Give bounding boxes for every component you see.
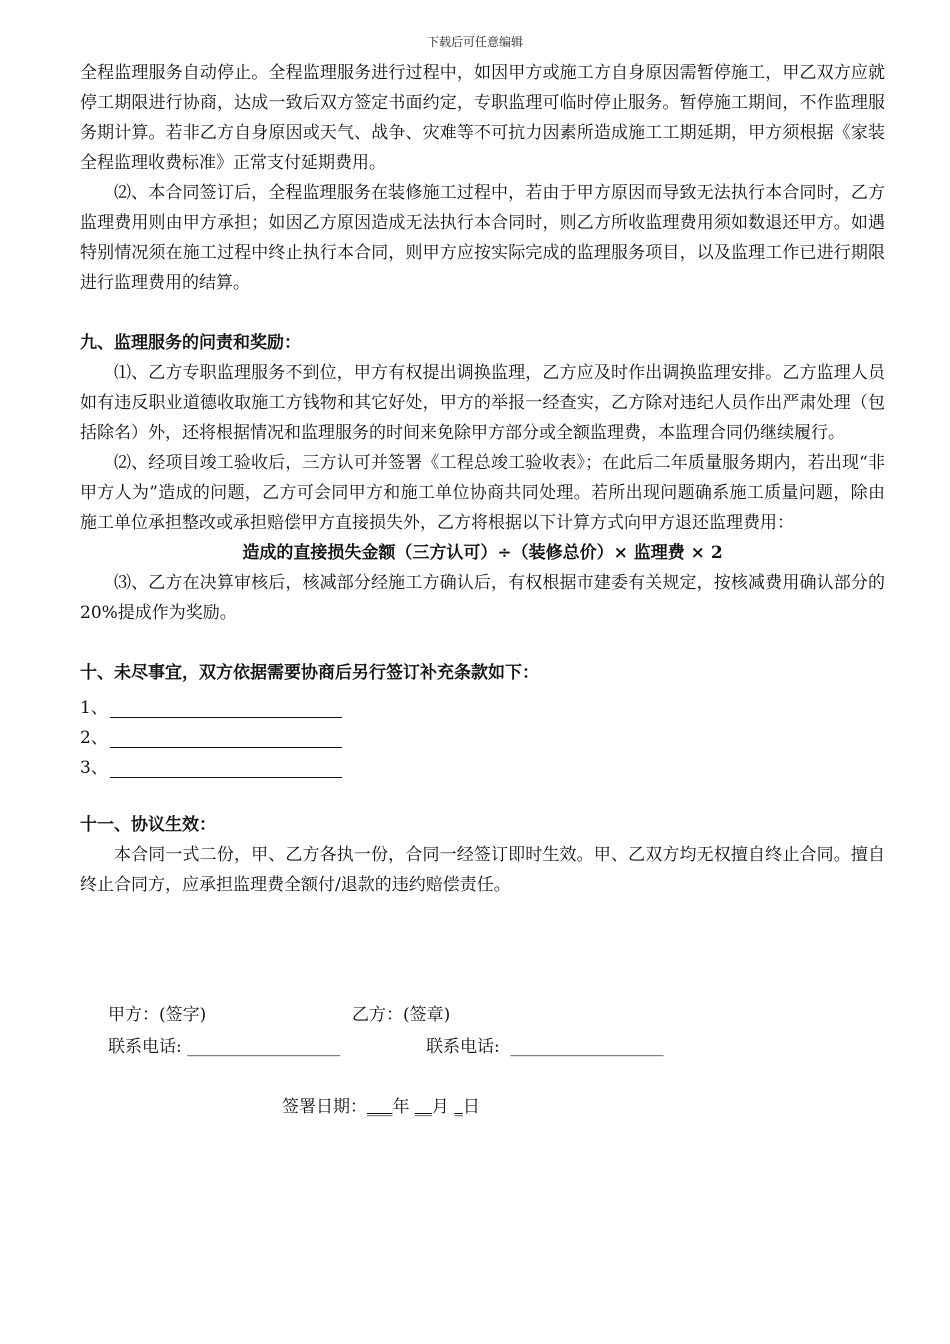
date-month-label: 月 bbox=[431, 1097, 455, 1117]
supplement-blank[interactable] bbox=[110, 757, 342, 778]
section-9-title: 九、监理服务的问责和奖励： bbox=[80, 333, 301, 353]
date-month-blank[interactable]: __ bbox=[414, 1097, 432, 1117]
supplement-line-3 bbox=[80, 748, 885, 778]
supplement-number: 3、 bbox=[80, 758, 108, 778]
section-9-item-1: ⑴、乙方专职监理服务不到位，甲方有权提出调换监理，乙方应及时作出调换监理安排。乙方监理人员如有违反职业道德收取施工方钱物和其它好处，甲方的举报一经查实，乙方除对违纪人员作出严肃处理（包括除名）外，还将根据情况和监理服务的时间来免除甲方部分或全额监理费，本监理合同仍继续履行。 bbox=[80, 363, 885, 443]
section-9-item-3: ⑶、乙方在决算审核后，核减部分经施工方确认后，有权根据市建委有关规定，按核减费用确认部分的 20%提成作为奖励。 bbox=[80, 573, 885, 623]
date-label: 签署日期： bbox=[282, 1097, 367, 1117]
supplement-line-1 bbox=[80, 688, 885, 718]
section-9-item-2: ⑵、经项目竣工验收后，三方认可并签署《工程总竣工验收表》；在此后二年质量服务期内，若出现“非甲方人为”造成的问题，乙方可会同甲方和施工单位协商共同处理。若所出现问题确系施工质量问题，除由施工单位承担整改或承担赔偿甲方直接损失外，乙方将根据以下计算方式向甲方退还监理费用： bbox=[80, 453, 885, 533]
date-day-label: 日 bbox=[462, 1097, 480, 1117]
date-year-label: 年 bbox=[392, 1097, 415, 1117]
supplement-line-2 bbox=[80, 718, 885, 748]
supplement-blank[interactable] bbox=[110, 697, 342, 718]
supplement-number: 2、 bbox=[80, 728, 108, 748]
supplement-number: 1、 bbox=[80, 698, 108, 718]
paragraph: 全程监理服务自动停止。全程监理服务进行过程中，如因甲方或施工方自身原因需暂停施工，甲乙双方应就停工期限进行协商，达成一致后双方签定书面约定，专职监理可临时停止服务。暂停施工期间，不作监理服务期计算。若非乙方自身原因或天气、战争、灾难等不可抗力因素所造成施工工期延期，甲方须根据《家装全程监理收费标准》正常支付延期费用。 bbox=[80, 63, 885, 173]
page-header: 下载后可任意编辑 bbox=[426, 35, 523, 49]
refund-formula: 造成的直接损失金额（三方认可）÷（装修总价）× 监理费 × 2 bbox=[242, 543, 723, 563]
party-a-signature: 甲方：(签字) bbox=[108, 1005, 207, 1025]
document-body bbox=[80, 58, 885, 900]
party-b-phone: 联系电话: __________________ bbox=[426, 1037, 664, 1057]
paragraph: ⑵、本合同签订后，全程监理服务在装修施工过程中，若由于甲方原因而导致无法执行本合同时，乙方监理费用则由甲方承担；如因乙方原因造成无法执行本合同时，则乙方所收监理费用须如数退还甲方。如遇特别情况须在施工过程中终止执行本合同，则甲方应按实际完成的监理服务项目，以及监理工作已进行期限进行监理费用的结算。 bbox=[80, 183, 885, 293]
section-10-title: 十、未尽事宜，双方依据需要协商后另行签订补充条款如下： bbox=[80, 663, 539, 683]
section-11-title: 十一、协议生效： bbox=[80, 815, 216, 835]
party-b-signature: 乙方：(签章) bbox=[352, 1005, 451, 1025]
date-year-blank[interactable]: ___ bbox=[367, 1097, 393, 1117]
section-11-text: 本合同一式二份，甲、乙方各执一份，合同一经签订即时生效。甲、乙双方均无权擅自终止合同。擅自终止合同方，应承担监理费全额付/退款的违约赔偿责任。 bbox=[80, 845, 885, 895]
signing-date bbox=[282, 1092, 480, 1122]
party-a-phone: 联系电话: __________________ bbox=[108, 1037, 341, 1057]
date-day-blank[interactable]: _ bbox=[454, 1097, 463, 1117]
supplement-blank[interactable] bbox=[110, 727, 342, 748]
